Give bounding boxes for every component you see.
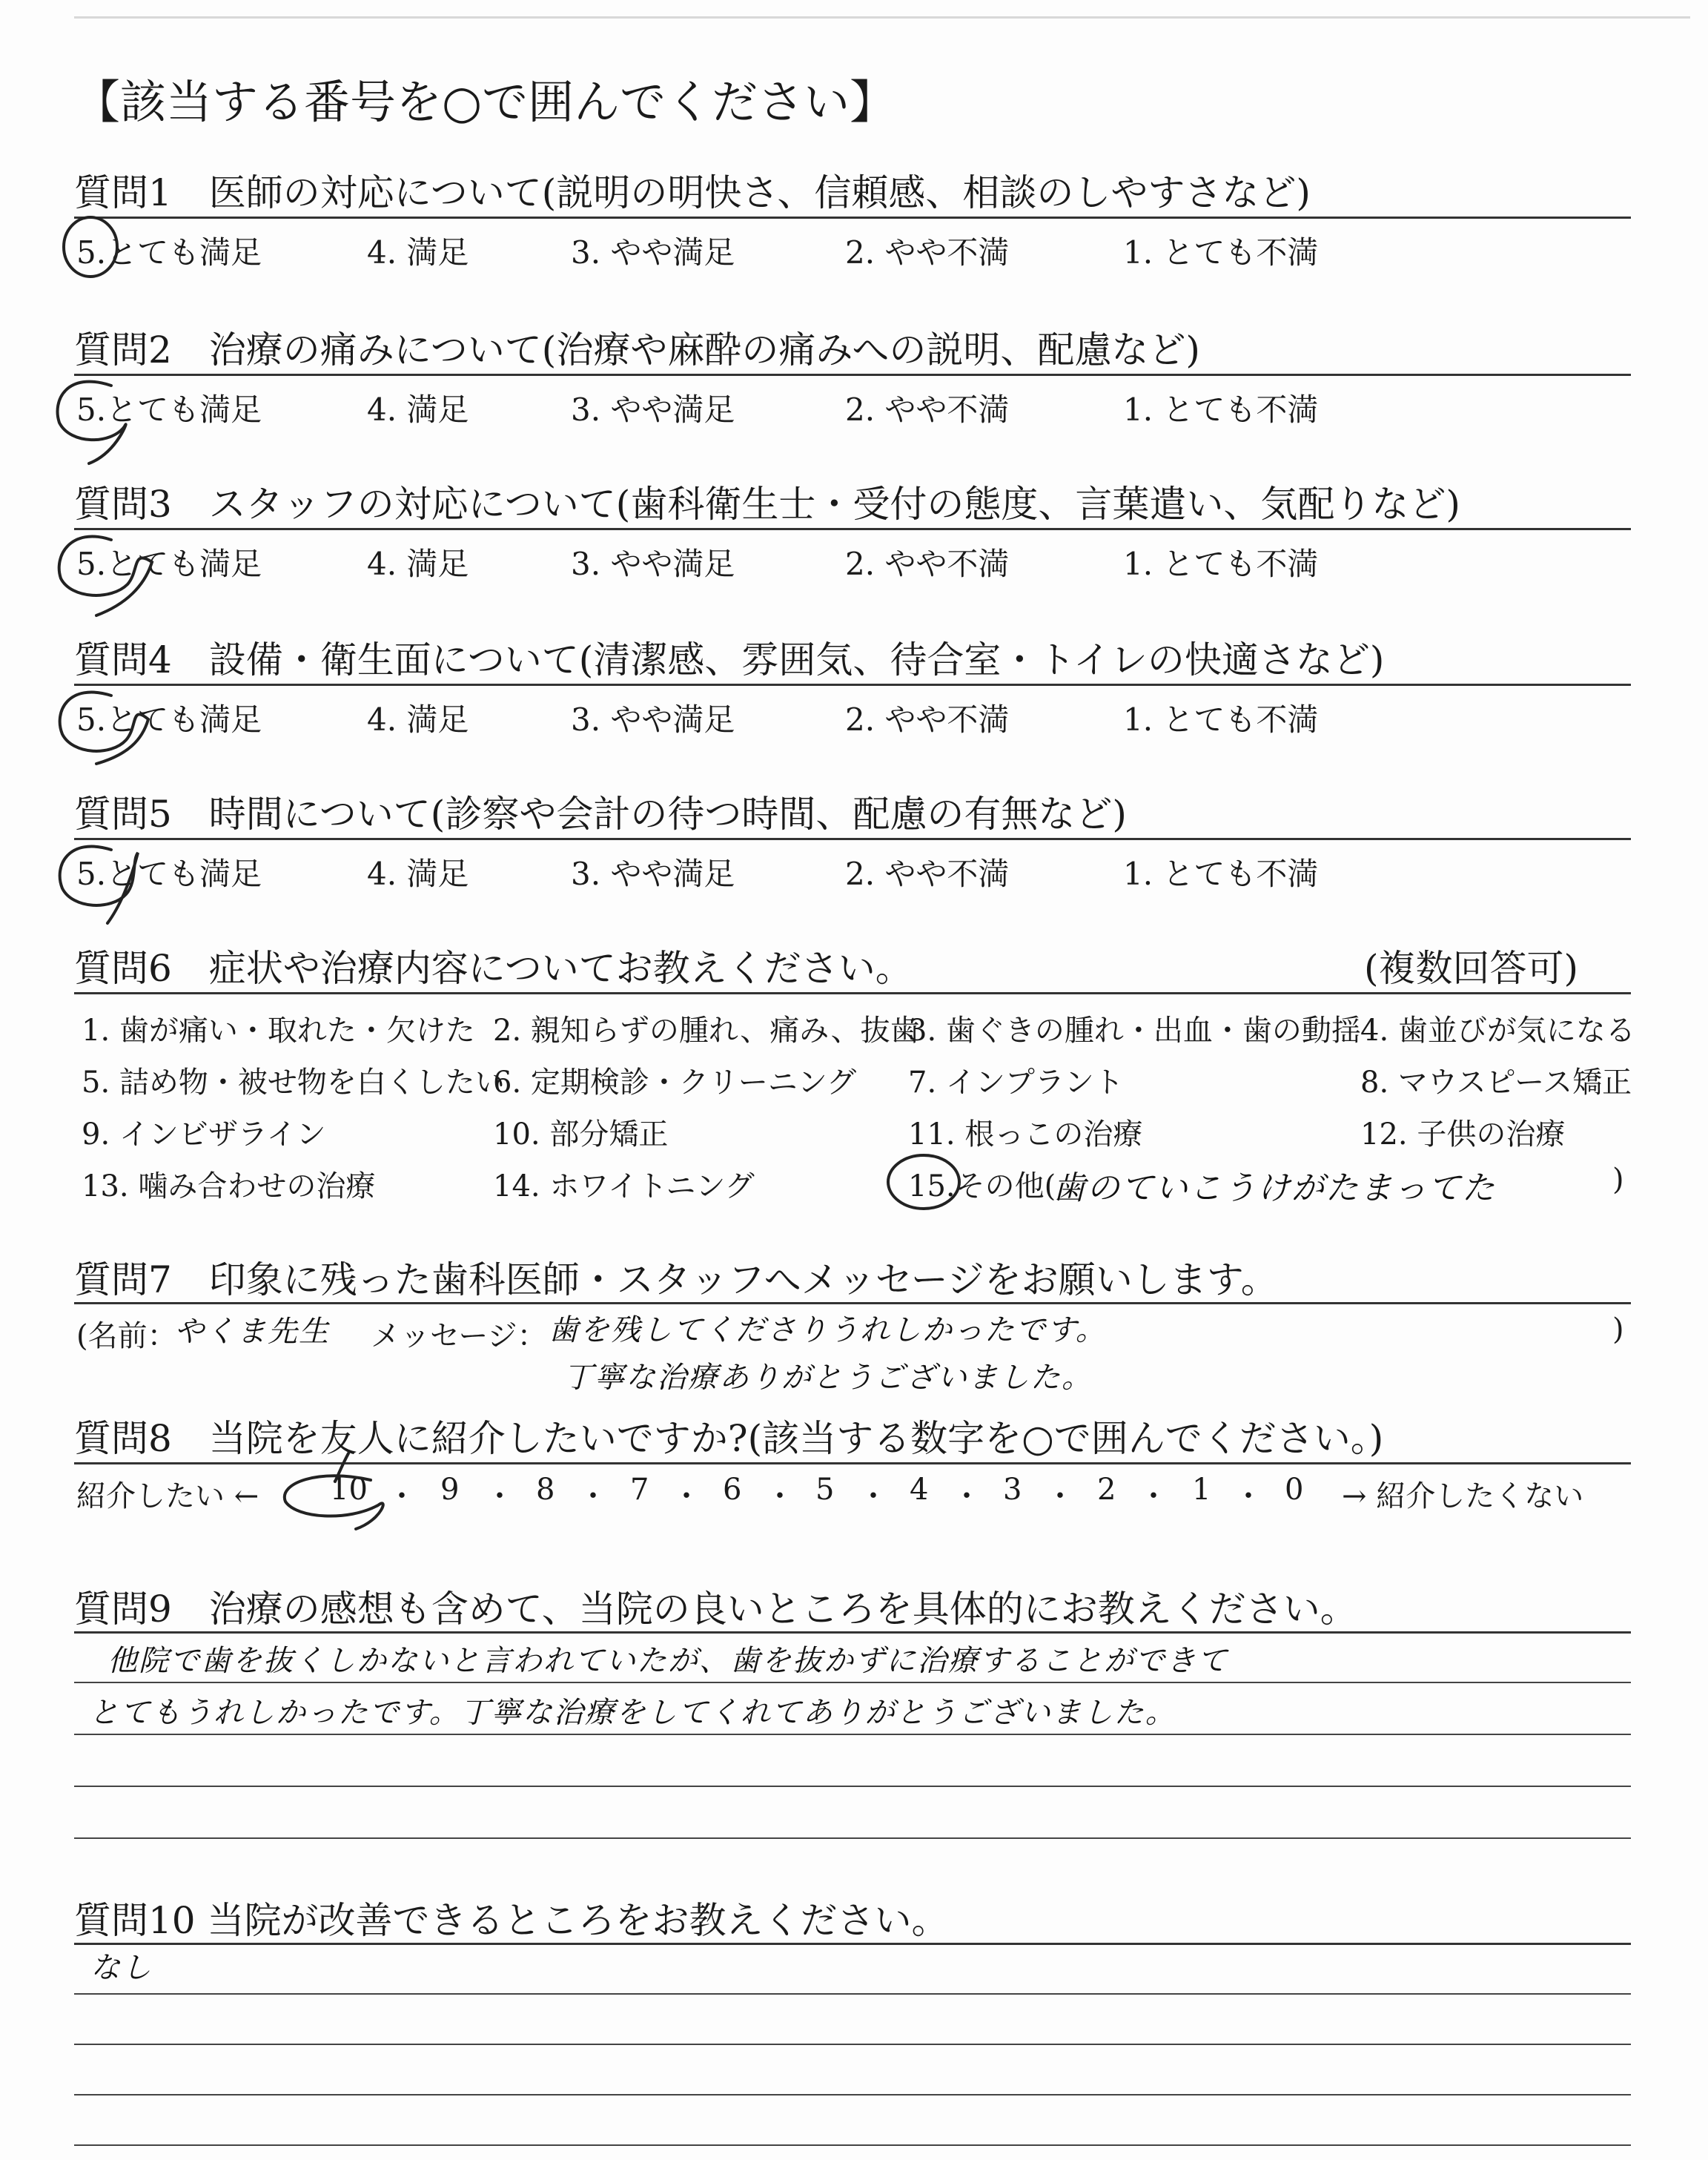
- q8-scale-7[interactable]: 7: [630, 1473, 649, 1507]
- q2-option-2[interactable]: 2. やや不満: [845, 392, 1010, 428]
- q3-option-4[interactable]: 4. 満足: [367, 546, 469, 582]
- q8-scale-8[interactable]: 8: [536, 1473, 555, 1507]
- q7-name-label: (名前：: [76, 1319, 177, 1353]
- question-3-title: 質問3 スタッフの対応について(歯科衛生士・受付の態度、言葉遣い、気配りなど): [74, 483, 1460, 526]
- q2-option-5[interactable]: 5.とても満足: [76, 392, 262, 428]
- q6-item-7[interactable]: 7. インプラント: [908, 1066, 1124, 1100]
- q1-option-5[interactable]: 5.とても満足: [76, 234, 262, 271]
- multiple-answer-note: (複数回答可): [1364, 947, 1579, 990]
- q3-option-1[interactable]: 1. とても不満: [1123, 546, 1319, 582]
- q1-option-1[interactable]: 1. とても不満: [1123, 234, 1319, 271]
- q8-scale-5[interactable]: 5: [815, 1473, 835, 1507]
- q2-option-3[interactable]: 3. やや満足: [571, 392, 735, 428]
- answer-line: [74, 2044, 1631, 2045]
- answer-line: [74, 2094, 1631, 2095]
- q3-option-3[interactable]: 3. やや満足: [571, 546, 735, 582]
- q1-option-3[interactable]: 3. やや満足: [571, 234, 735, 271]
- q8-scale-9[interactable]: 9: [440, 1473, 460, 1507]
- divider: [74, 528, 1631, 530]
- q7-name-value: やくま先生: [174, 1315, 330, 1349]
- q5-option-4[interactable]: 4. 満足: [367, 856, 469, 892]
- divider: [74, 992, 1631, 994]
- q6-item-5[interactable]: 5. 詰め物・被せ物を白くしたい: [82, 1066, 505, 1100]
- question-6-title: 質問6 症状や治療内容についてお教えください。: [74, 947, 913, 990]
- question-7-title: 質問7 印象に残った歯科医師・スタッフへメッセージをお願いします。: [74, 1258, 1278, 1301]
- divider: [74, 1302, 1631, 1304]
- q8-scale-2[interactable]: 2: [1097, 1473, 1116, 1507]
- q8-scale-1[interactable]: 1: [1192, 1473, 1211, 1507]
- divider: [74, 1631, 1631, 1634]
- q6-other-handwritten: 歯のていこうけがたまってた: [1053, 1169, 1496, 1207]
- q8-scale-10[interactable]: 10: [330, 1473, 368, 1507]
- question-10-title: 質問10 当院が改善できるところをお教えください。: [74, 1899, 949, 1942]
- q4-option-5[interactable]: 5.とても満足: [76, 701, 262, 738]
- divider: [74, 1462, 1631, 1464]
- answer-line: [74, 1837, 1631, 1839]
- q8-scale-0[interactable]: 0: [1285, 1473, 1304, 1507]
- q2-option-1[interactable]: 1. とても不満: [1123, 392, 1319, 428]
- q4-option-1[interactable]: 1. とても不満: [1123, 701, 1319, 738]
- q6-item-1[interactable]: 1. 歯が痛い・取れた・欠けた: [82, 1014, 475, 1048]
- q4-option-4[interactable]: 4. 満足: [367, 701, 469, 738]
- q9-answer-line-1: 他院で歯を抜くしかないと言われていたが、歯を抜かずに治療することができて: [107, 1644, 1228, 1678]
- page-title: 【該当する番号を○で囲んでください】: [74, 75, 896, 129]
- q6-item-6[interactable]: 6. 定期検診・クリーニング: [493, 1066, 857, 1100]
- answer-line: [74, 1786, 1631, 1787]
- q6-item-14[interactable]: 14. ホワイトニング: [493, 1169, 755, 1203]
- q1-option-4[interactable]: 4. 満足: [367, 234, 469, 271]
- question-5-title: 質問5 時間について(診察や会計の待つ時間、配慮の有無など): [74, 793, 1127, 836]
- divider: [74, 374, 1631, 376]
- q6-item-11[interactable]: 11. 根っこの治療: [908, 1117, 1143, 1152]
- q8-scale-4[interactable]: 4: [910, 1473, 929, 1507]
- question-9-title: 質問9 治療の感想も含めて、当院の良いところを具体的にお教えください。: [74, 1588, 1357, 1631]
- q6-item-2[interactable]: 2. 親知らずの腫れ、痛み、抜歯: [493, 1014, 920, 1048]
- q8-scale-dot: ・: [952, 1479, 982, 1513]
- q8-scale-dot: ・: [765, 1479, 795, 1513]
- q6-item-9[interactable]: 9. インビザライン: [82, 1117, 326, 1152]
- q1-option-2[interactable]: 2. やや不満: [845, 234, 1010, 271]
- q8-scale-dot: ・: [578, 1479, 608, 1513]
- top-border: [74, 16, 1690, 19]
- q9-answer-line-2: とてもうれしかったです。丁寧な治療をしてくれてありがとうございました。: [89, 1696, 1176, 1730]
- q6-item-12[interactable]: 12. 子供の治療: [1360, 1117, 1566, 1152]
- q10-answer: なし: [90, 1951, 153, 1985]
- answer-line: [74, 2144, 1631, 2146]
- q7-message-line-2: 丁寧な治療ありがとうございました。: [563, 1361, 1093, 1395]
- divider: [74, 838, 1631, 840]
- question-1-title: 質問1 医師の対応について(説明の明快さ、信頼感、相談のしやすさなど): [74, 171, 1311, 214]
- q5-option-3[interactable]: 3. やや満足: [571, 856, 735, 892]
- q2-option-4[interactable]: 4. 満足: [367, 392, 469, 428]
- answer-line: [74, 1734, 1631, 1735]
- q8-right-label: → 紹介したくない: [1342, 1479, 1584, 1513]
- answer-line: [74, 1682, 1631, 1683]
- q7-close-paren: ): [1612, 1312, 1624, 1347]
- divider: [74, 684, 1631, 686]
- q5-option-5[interactable]: 5.とても満足: [76, 856, 262, 892]
- q8-scale-6[interactable]: 6: [723, 1473, 742, 1507]
- question-2-title: 質問2 治療の痛みについて(治療や麻酔の痛みへの説明、配慮など): [74, 328, 1200, 371]
- q8-scale-dot: ・: [1234, 1479, 1263, 1513]
- answer-line: [74, 1993, 1631, 1995]
- q6-item-10[interactable]: 10. 部分矯正: [493, 1117, 669, 1152]
- q8-scale-3[interactable]: 3: [1003, 1473, 1022, 1507]
- question-8-title: 質問8 当院を友人に紹介したいですか?(該当する数字を○で囲んでください。): [74, 1417, 1384, 1460]
- q5-option-1[interactable]: 1. とても不満: [1123, 856, 1319, 892]
- q6-item-3[interactable]: 3. 歯ぐきの腫れ・出血・歯の動揺: [908, 1014, 1361, 1048]
- q6-item-4[interactable]: 4. 歯並びが気になる: [1360, 1014, 1635, 1048]
- q7-message-line-1: 歯を残してくださりうれしかったです。: [549, 1313, 1107, 1347]
- q8-scale-dot: ・: [858, 1479, 888, 1513]
- q3-option-5[interactable]: 5.とても満足: [76, 546, 262, 582]
- q6-item-15-other[interactable]: 15.その他(: [908, 1169, 1056, 1203]
- q6-item-13[interactable]: 13. 噛み合わせの治療: [82, 1169, 376, 1203]
- q6-item-8[interactable]: 8. マウスピース矯正: [1360, 1066, 1632, 1100]
- q8-scale-dot: ・: [1139, 1479, 1168, 1513]
- divider: [74, 1943, 1631, 1945]
- q6-other-close-paren: ): [1612, 1163, 1624, 1197]
- q8-scale-dot: ・: [672, 1479, 701, 1513]
- divider: [74, 217, 1631, 219]
- question-4-title: 質問4 設備・衛生面について(清潔感、雰囲気、待合室・トイレの快適さなど): [74, 638, 1385, 681]
- q8-scale-dot: ・: [387, 1479, 417, 1513]
- q8-scale-dot: ・: [485, 1479, 514, 1513]
- q4-option-3[interactable]: 3. やや満足: [571, 701, 735, 738]
- q4-option-2[interactable]: 2. やや不満: [845, 701, 1010, 738]
- q8-left-label: 紹介したい ←: [76, 1479, 259, 1513]
- q5-option-2[interactable]: 2. やや不満: [845, 856, 1010, 892]
- q8-scale-dot: ・: [1045, 1479, 1075, 1513]
- q3-option-2[interactable]: 2. やや不満: [845, 546, 1010, 582]
- q7-message-label: メッセージ：: [371, 1319, 547, 1353]
